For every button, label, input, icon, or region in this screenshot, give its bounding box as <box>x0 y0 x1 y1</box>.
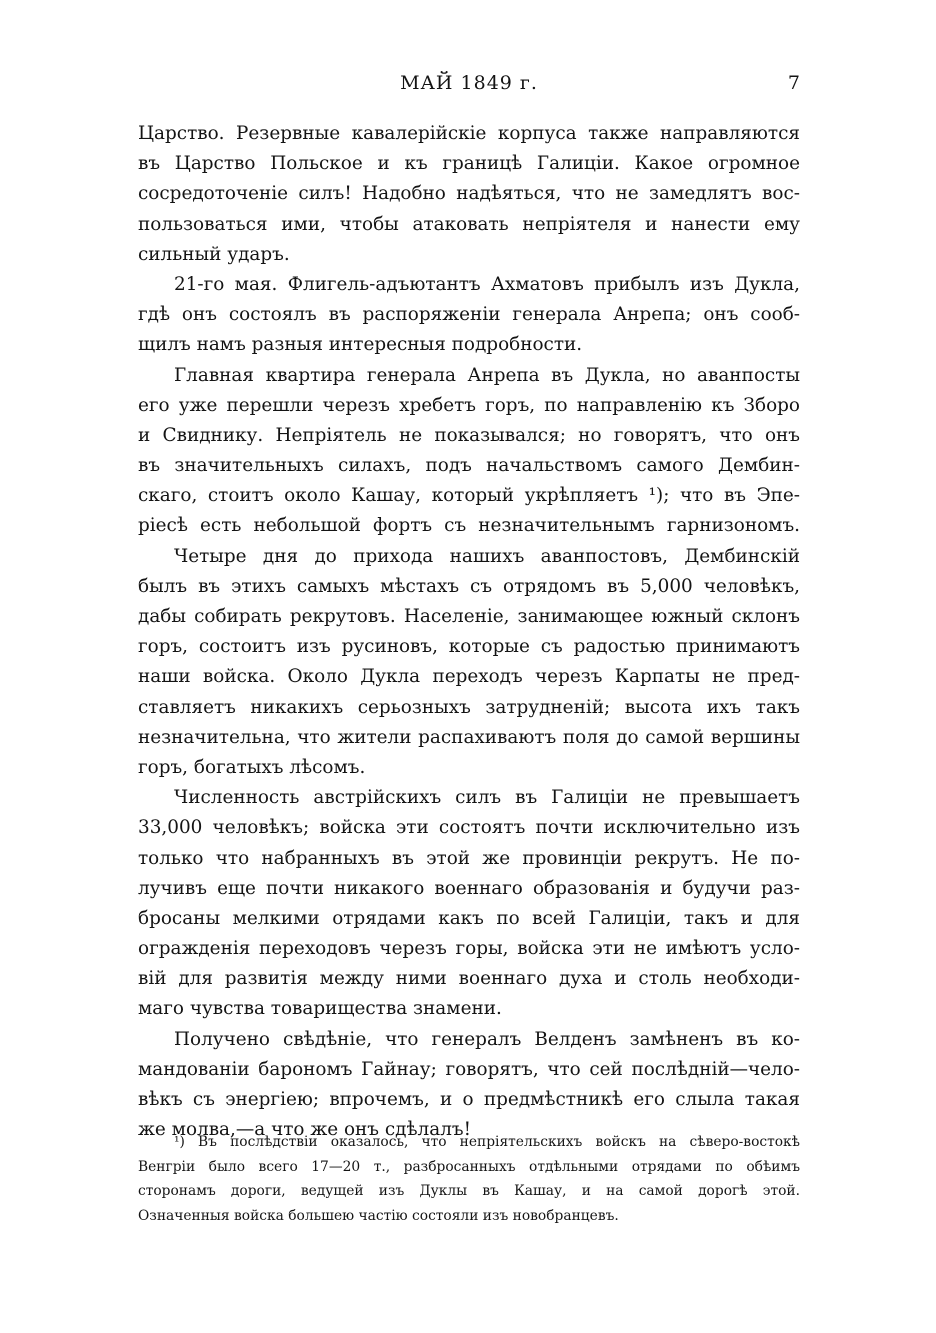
text-line: былъ въ этихъ самыхъ мѣстахъ съ отрядомъ въ 5,000 человѣкъ, <box>138 575 800 597</box>
text-line: незначительна, что жители распахиваютъ поля до самой вершины <box>138 726 800 748</box>
page-number: 7 <box>787 72 800 94</box>
text-line: огражденія переходовъ черезъ горы, войска эти не имѣютъ усло- <box>138 938 800 960</box>
text-line: наши войска. Около Дукла переходъ черезъ Карпаты не пред- <box>138 666 800 688</box>
text-line: и Свиднику. Непріятель не показывался; но говорятъ, что онъ <box>138 424 800 446</box>
text-line: горъ, богатыхъ лѣсомъ. <box>138 756 366 778</box>
footnote-line: ¹) Въ послѣдствіи оказалось, что непріятельскихъ войскъ на сѣверо-востокѣ <box>174 1134 800 1150</box>
running-head: МАЙ 1849 г. <box>400 72 538 94</box>
main-text <box>138 119 800 1145</box>
text-line: ріесѣ есть небольшой фортъ съ незначительнымъ гарнизономъ. <box>138 515 800 537</box>
text-line: мандованіи барономъ Гайнау; говорятъ, что сей послѣдній—чело- <box>138 1058 800 1080</box>
text-line: вѣкъ съ энергіею; впрочемъ, и о предмѣстникѣ его слыла такая <box>138 1089 800 1110</box>
text-line: вій для развитія между ними военнаго духа и столь необходи- <box>138 968 800 990</box>
text-line: 33,000 человѣкъ; войска эти состоятъ почти исключительно изъ <box>138 817 800 839</box>
text-line: дабы собирать рекрутовъ. Населеніе, занимающее южный склонъ <box>138 606 800 627</box>
footnote-line: сторонамъ дороги, ведущей изъ Дуклы въ Кашау, и на самой дорогѣ этой. <box>138 1183 800 1200</box>
text-line: въ Царство Польское и къ границѣ Галиціи. Какое огромное <box>138 153 800 175</box>
text-line: маго чувства товарищества знамени. <box>138 998 502 1020</box>
text-line: лучивъ еще почти никакого военнаго образованія и будучи раз- <box>138 877 800 899</box>
text-line: пользоваться ими, чтобы атаковать непріятеля и нанести ему <box>138 213 800 235</box>
text-line: Главная квартира генерала Анрепа въ Дукла, но аванпосты <box>174 364 800 386</box>
footnote-line: Означенныя войска большею частію состояли изъ новобранцевъ. <box>138 1207 619 1224</box>
text-line: щилъ намъ разныя интересныя подробности. <box>138 334 583 356</box>
text-line: Численность австрійскихъ силъ въ Галиціи не превышаетъ <box>174 787 800 809</box>
text-line: 21-го мая. Флигель-адъютантъ Ахматовъ прибылъ изъ Дукла, <box>174 273 800 295</box>
text-line: только что набранныхъ въ этой же провинціи рекрутъ. Не по- <box>138 847 800 869</box>
text-line: гдѣ онъ состоялъ въ распоряженіи генерала Анрепа; онъ сооб- <box>138 304 800 326</box>
text-line: горъ, состоитъ изъ русиновъ, которые съ радостью принимаютъ <box>138 636 800 658</box>
text-line: бросаны мелкими отрядами какъ по всей Галиціи, такъ и для <box>138 907 800 929</box>
text-line: сосредоточеніе силъ! Надобно надѣяться, что не замедлятъ вос- <box>138 183 800 205</box>
footnote-line: Венгріи было всего 17—20 т., разбросанныхъ отдѣльными отрядами по обѣимъ <box>138 1158 800 1175</box>
text-line: ставляетъ никакихъ серьозныхъ затрудненій; высота ихъ такъ <box>138 696 800 718</box>
page-header <box>138 72 800 102</box>
text-line: Получено свѣдѣніе, что генералъ Велденъ замѣненъ въ ко- <box>174 1028 800 1050</box>
text-line: Царство. Резервные кавалерійскіе корпуса также направляются <box>138 123 800 144</box>
footnote <box>138 1130 800 1228</box>
text-line: его уже перешли черезъ хребетъ горъ, по направленію къ Зборо <box>138 394 800 416</box>
text-line: въ значительныхъ силахъ, подъ начальствомъ самого Дембин- <box>138 455 800 477</box>
text-line: сильный ударъ. <box>138 243 290 265</box>
text-line: же молва,—а что же онъ сдѣлалъ! <box>138 1119 471 1141</box>
text-line: Четыре дня до прихода нашихъ аванпостовъ, Дембинскій <box>174 545 800 567</box>
text-line: скаго, стоитъ около Кашау, который укрѣпляетъ ¹); что въ Эпе- <box>138 485 800 507</box>
